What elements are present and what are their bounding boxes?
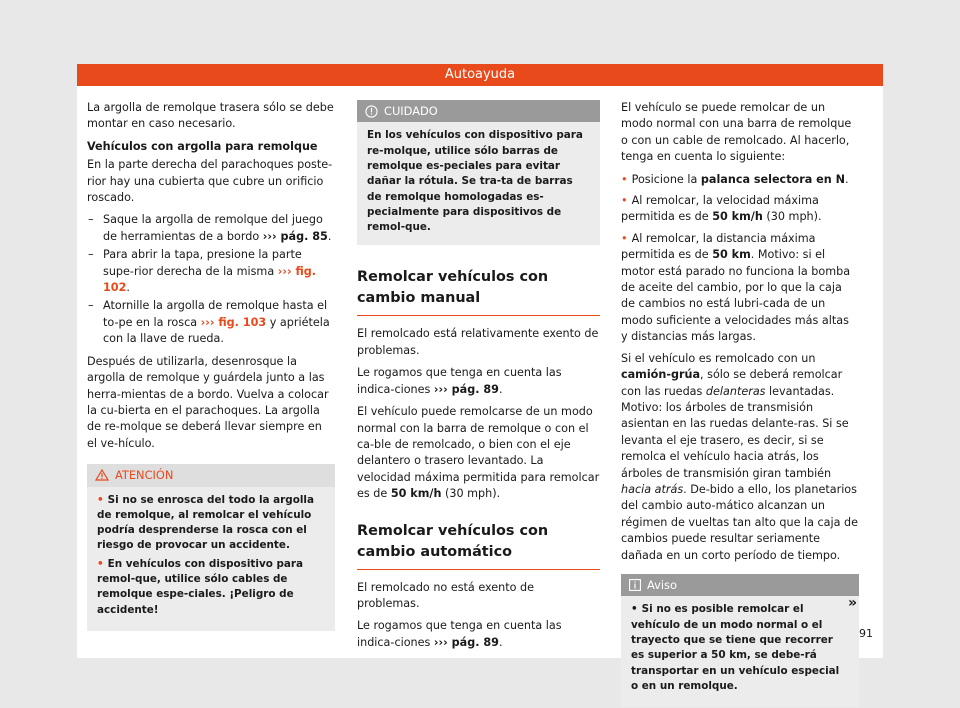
figure-reference-link[interactable]: ››› fig. 102 [103, 264, 317, 295]
figure-reference-link[interactable]: ››› fig. 103 [200, 315, 267, 329]
column-2 [357, 100, 600, 657]
list-item: • Si no es posible remolcar el vehículo de un modo normal o el trayecto que se tiene que recorrer es superior a 50 km, se debe-rá transportar en un vehículo especial o en un remolque. [631, 603, 840, 692]
column-1 [87, 100, 335, 631]
paragraph: Le rogamos que tenga en cuenta las indica-ciones ››› pág. 89. [357, 619, 562, 649]
manual-page [77, 64, 883, 692]
intro-paragraph: La argolla de remolque trasera sólo se debe montar en caso necesario. [87, 101, 334, 131]
atencion-body [87, 487, 335, 631]
step-2: – Para abrir la tapa, presione la parte supe-rior derecha de la misma ››› fig. 102. [87, 247, 335, 296]
atencion-box [87, 464, 335, 631]
cuidado-header: CUIDADO [357, 100, 600, 122]
info-square-icon [629, 579, 641, 591]
aviso-body [621, 596, 859, 707]
page-reference-link[interactable]: ››› pág. 89 [433, 382, 499, 396]
paragraph: El remolcado está relativamente exento de problemas. [357, 327, 599, 357]
warning-triangle-icon [95, 469, 109, 481]
cuidado-body: En los vehículos con dispositivo para re-molque, utilice sólo barras de remolque es-peciales para evitar dañar la rótula. Se tra-ta de barras de remolque homologadas es-pecialmente para dispositivos de remol-que. [367, 129, 583, 234]
paragraph: En la parte derecha del parachoques poste-rior hay una cubierta que cubre un orificio roscado. [87, 158, 333, 205]
cuidado-box [357, 100, 600, 245]
list-item: • Al remolcar, la velocidad máxima permitida es de 50 km/h (30 mph). [621, 194, 822, 224]
paragraph: Le rogamos que tenga en cuenta las indica-ciones ››› pág. 89. [357, 366, 562, 396]
paragraph: El remolcado no está exento de problemas. [357, 580, 535, 610]
column-3 [621, 100, 859, 707]
page-reference-link[interactable]: ››› pág. 89 [433, 635, 499, 649]
aviso-box [621, 574, 859, 707]
list-item: • En vehículos con dispositivo para remol-que, utilice sólo cables de remolque espe-ciales. ¡Peligro de accidente! [97, 557, 304, 616]
continue-marker: » [847, 595, 857, 611]
paragraph: El vehículo se puede remolcar de un modo normal con una barra de remolque o con un cable de remolcado. Al hacerlo, tenga en cuenta lo siguiente: [621, 101, 852, 164]
step-1: – Saque la argolla de remolque del juego de herramientas de a bordo ››› pág. 85. [87, 212, 335, 245]
list-item: • Al remolcar, la distancia máxima permitida es de 50 km. Motivo: si el motor está parado no funciona la bomba de aceite del cambio, por lo que la caja de cambios no está lubri-cada de un modo suficiente a velocidades más altas y distancias más largas. [621, 231, 851, 344]
page-number: 91 [859, 627, 873, 640]
paragraph: El vehículo puede remolcarse de un modo normal con la barra de remolque o con el ca-ble de remolcado, o bien con el eje delantero o trasero levantado. La velocidad máxima permitida para remolcar es de 50 km/h (30 mph). [357, 405, 600, 501]
paragraph: Si el vehículo es remolcado con un camión-grúa, sólo se deberá remolcar con las ruedas delanteras levantadas. Motivo: los árboles de transmisión asientan en las ruedas delante-ras. Si se levanta el eje trasero, es decir, si se remolca el vehículo hacia atrás, los árboles de transmisión giran también hacia atrás. De-bido a ello, los planetarios del cambio auto-mático alcanzan un régimen de vueltas tan alto que la caja de cambios puede resultar seriamente dañada en un corto período de tiempo. [621, 351, 859, 562]
section-heading-manual: Remolcar vehículos con cambio manual [357, 267, 600, 316]
info-circle-icon [365, 105, 378, 118]
atencion-header: ATENCIÓN [87, 464, 335, 486]
section-heading-automatic: Remolcar vehículos con cambio automático [357, 521, 600, 570]
paragraph: Después de utilizarla, desenrosque la argolla de remolque y guárdela junto a las herra-mientas de a bordo. Vuelva a colocar la cu-bierta en el parachoques. La argolla de re-molque se deberá llevar siempre en el ve-hículo. [87, 354, 329, 450]
aviso-header: Aviso [621, 574, 859, 596]
list-item: • Posicione la palanca selectora en N. [621, 172, 849, 186]
subheading: Vehículos con argolla para remolque [87, 139, 318, 153]
page-reference-link[interactable]: ››› pág. 85 [262, 229, 328, 243]
step-3: – Atornille la argolla de remolque hasta el to-pe en la rosca ››› fig. 103 y apriétela con la llave de rueda. [87, 298, 335, 347]
list-item: • Si no se enrosca del todo la argolla de remolque, al remolcar el vehículo podría desprenderse la rosca con el riesgo de provocar un accidente. [97, 493, 315, 552]
section-header: Autoayuda [77, 64, 883, 86]
